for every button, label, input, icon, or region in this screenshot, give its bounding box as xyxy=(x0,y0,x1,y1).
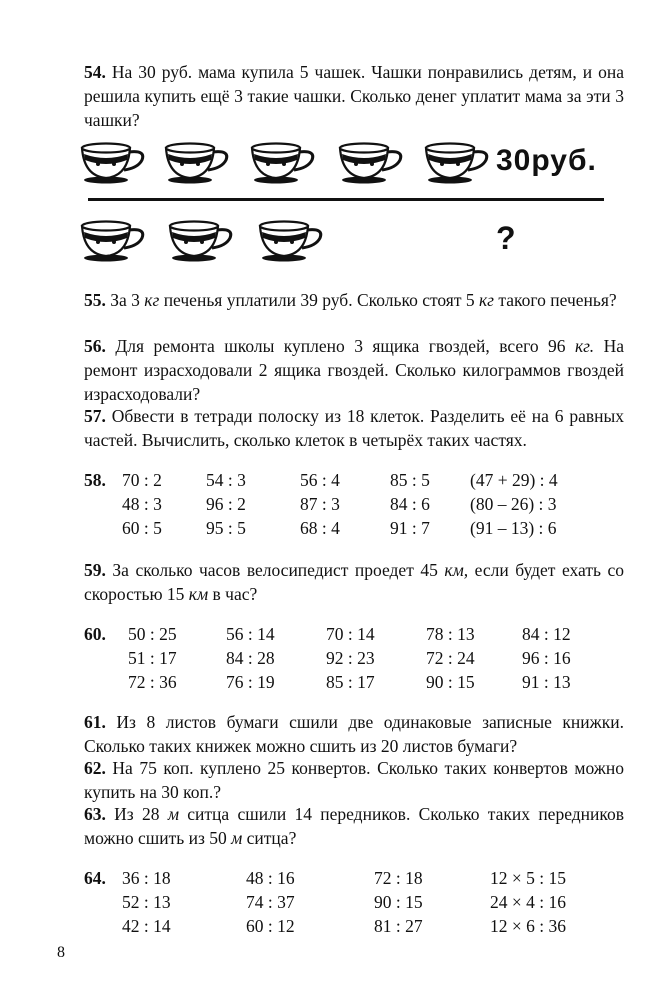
expr: 81 : 27 xyxy=(374,916,423,936)
text-part: в час? xyxy=(208,584,258,604)
expr: 60 : 12 xyxy=(246,916,295,936)
expr: 12 × 6 : 36 xyxy=(490,916,566,936)
problem-number: 59. xyxy=(84,560,106,580)
expr: 72 : 36 xyxy=(128,672,177,692)
price-label: 30руб. xyxy=(496,144,597,177)
expr: 52 : 13 xyxy=(122,892,171,912)
expr: 56 : 14 xyxy=(226,624,275,644)
expr: (80 – 26) : 3 xyxy=(470,494,557,514)
question-mark: ? xyxy=(496,220,516,256)
text-part: ситца? xyxy=(242,828,297,848)
page-number: 8 xyxy=(57,944,65,961)
cup-icon xyxy=(420,140,492,186)
text-part: ситца сшили 14 передников. Сколько таких передников можно сшить из 50 xyxy=(84,804,625,848)
expr: 70 : 2 xyxy=(122,470,162,490)
text-part: На ремонт израсходовали 2 ящика гвоздей. Сколько килограммов гвоздей израсходовали? xyxy=(84,336,625,404)
problem-57 xyxy=(84,404,624,452)
problem-number: 56. xyxy=(84,336,106,356)
unit: кг xyxy=(144,290,160,310)
expr: 92 : 23 xyxy=(326,648,375,668)
problem-number: 60. xyxy=(84,624,106,644)
expr: 72 : 18 xyxy=(374,868,423,888)
problem-number: 62. xyxy=(84,758,106,778)
expr: 87 : 3 xyxy=(300,494,340,514)
expr: 84 : 12 xyxy=(522,624,571,644)
cup-icon xyxy=(76,140,148,186)
cup-icon xyxy=(160,140,232,186)
cup-icon xyxy=(164,218,236,264)
expr: 90 : 15 xyxy=(426,672,475,692)
problem-text: Из 8 листов бумаги сшили две одинаковые записные книжки. Сколько таких книжек можно сшить из 20 листов бумаги? xyxy=(84,712,625,756)
expr: 50 : 25 xyxy=(128,624,177,644)
exercise-58 xyxy=(84,468,624,544)
expr: 48 : 16 xyxy=(246,868,295,888)
cup-icon xyxy=(246,140,318,186)
expr: 54 : 3 xyxy=(206,470,246,490)
expr: 91 : 13 xyxy=(522,672,571,692)
unit: м xyxy=(231,828,243,848)
expr: 12 × 5 : 15 xyxy=(490,868,566,888)
problem-63 xyxy=(84,802,624,850)
expr: 70 : 14 xyxy=(326,624,375,644)
expr: 42 : 14 xyxy=(122,916,171,936)
cup-icon xyxy=(76,218,148,264)
text-part: если будет ехать со скоростью 15 xyxy=(84,560,624,604)
expr: 36 : 18 xyxy=(122,868,171,888)
problem-number: 64. xyxy=(84,868,106,888)
expr: 48 : 3 xyxy=(122,494,162,514)
expr: 60 : 5 xyxy=(122,518,162,538)
expr: 84 : 6 xyxy=(390,494,430,514)
text-part: Из 28 xyxy=(114,804,168,824)
expr: 72 : 24 xyxy=(426,648,475,668)
problem-number: 58. xyxy=(84,470,106,490)
problem-number: 61. xyxy=(84,712,106,732)
expr: 76 : 19 xyxy=(226,672,275,692)
exercise-64 xyxy=(84,866,624,942)
unit: км, xyxy=(444,560,469,580)
expr: 91 : 7 xyxy=(390,518,430,538)
exercise-60 xyxy=(84,622,624,698)
problem-56 xyxy=(84,334,624,406)
text-part: такого печенья? xyxy=(494,290,617,310)
expr: 56 : 4 xyxy=(300,470,340,490)
expr: 96 : 2 xyxy=(206,494,246,514)
expr: 68 : 4 xyxy=(300,518,340,538)
expr: 85 : 5 xyxy=(390,470,430,490)
unit: км xyxy=(188,584,209,604)
expr: 78 : 13 xyxy=(426,624,475,644)
cup-icon xyxy=(254,218,326,264)
expr: 84 : 28 xyxy=(226,648,275,668)
expr: (91 – 13) : 6 xyxy=(470,518,557,538)
problem-number: 54. xyxy=(84,62,106,82)
expr: 85 : 17 xyxy=(326,672,375,692)
expr: (47 + 29) : 4 xyxy=(470,470,558,490)
problem-number: 55. xyxy=(84,290,106,310)
problem-text: Обвести в тетради полоску из 18 клеток. Разделить её на 6 равных частей. Вычислить, сколько клеток в четырёх таких частях. xyxy=(84,406,625,450)
problem-text: На 75 коп. куплено 25 конвертов. Сколько таких конвертов можно купить на 30 коп.? xyxy=(84,758,624,802)
expr: 95 : 5 xyxy=(206,518,246,538)
text-part: За сколько часов велосипедист проедет 45 xyxy=(112,560,445,580)
problem-number: 63. xyxy=(84,804,106,824)
problem-54 xyxy=(84,60,624,132)
expr: 24 × 4 : 16 xyxy=(490,892,566,912)
expr: 51 : 17 xyxy=(128,648,177,668)
text-part: печенья уплатили 39 руб. Сколько стоят 5 xyxy=(159,290,479,310)
problem-text: На 30 руб. мама купила 5 чашек. Чашки понравились детям, и она решила купить ещё 3 такие чашки. Сколько денег уплатит мама за эти 3 чашки? xyxy=(84,62,624,130)
text-part: За 3 xyxy=(110,290,145,310)
cup-icon xyxy=(334,140,406,186)
text-part: Для ремонта школы куплено 3 ящика гвоздей, всего 96 xyxy=(115,336,575,356)
problem-number: 57. xyxy=(84,406,106,426)
divider-line xyxy=(88,198,604,201)
cups-figure xyxy=(76,138,616,270)
expr: 90 : 15 xyxy=(374,892,423,912)
problem-55 xyxy=(84,288,624,312)
unit: м xyxy=(167,804,179,824)
problem-62 xyxy=(84,756,624,804)
unit: кг xyxy=(479,290,495,310)
problem-61 xyxy=(84,710,624,758)
expr: 74 : 37 xyxy=(246,892,295,912)
expr: 96 : 16 xyxy=(522,648,571,668)
unit: кг. xyxy=(575,336,595,356)
problem-59 xyxy=(84,558,624,606)
